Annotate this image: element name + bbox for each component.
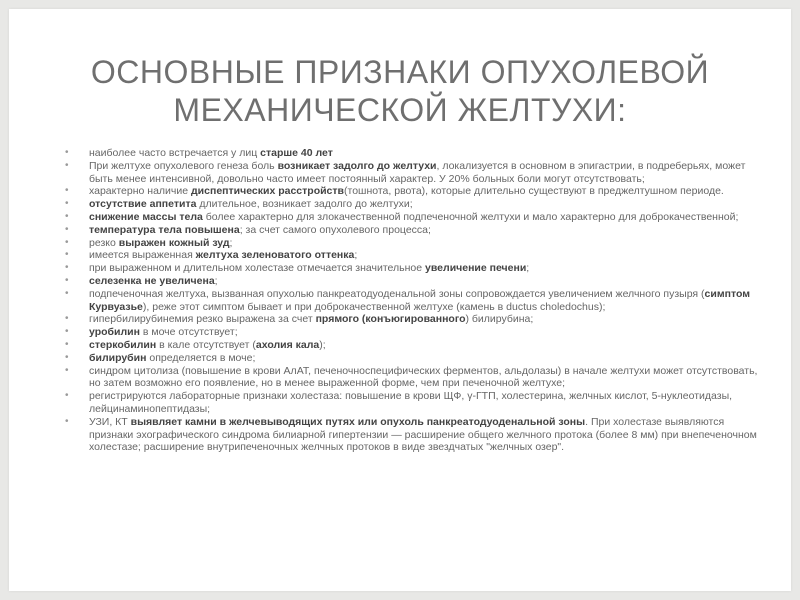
list-item: • билирубин определяется в моче; [65,352,765,365]
list-item: • отсутствие аппетита длительное, возникает задолго до желтухи; [65,198,765,211]
list-item: • регистрируются лабораторные признаки холестаза: повышение в крови ЩФ, γ-ГТП, холестерина, желчных кислот, 5-нуклеотидазы, лейцинаминопептидазы; [65,390,765,416]
list-item: • гипербилирубинемия резко выражена за счет прямого (конъюгированного) билирубина; [65,313,765,326]
list-item: • температура тела повышена; за счет самого опухолевого процесса; [65,224,765,237]
list-item: • характерно наличие диспептических расстройств(тошнота, рвота), которые длительно существуют в преджелтушном периоде. [65,185,765,198]
list-item: • селезенка не увеличена; [65,275,765,288]
list-item: • при выраженном и длительном холестазе отмечается значительное увеличение печени; [65,262,765,275]
list-item: • резко выражен кожный зуд; [65,237,765,250]
list-item: • подпеченочная желтуха, вызванная опухолью панкреатодуоденальной зоны сопровождается увеличением желчного пузыря (симптом Курвуазье), реже этот симптом бывает и при доброкачественной желтухе (камень в ductus choledochus); [65,288,765,314]
list-item: • синдром цитолиза (повышение в крови АлАТ, печеночноспецифических ферментов, альдолазы) в начале желтухи может отсутствовать, но затем возможно его появление, но в менее выраженной форме, чем при печеночной желтухе; [65,365,765,391]
slide [9,9,791,591]
list-item: • снижение массы тела более характерно для злокачественной подпеченочной желтухи и мало характерно для доброкачественной; [65,211,765,224]
list-item: • стеркобилин в кале отсутствует (ахолия кала); [65,339,765,352]
symptoms-list [65,147,765,454]
page-title [9,53,791,129]
title-line-1: ОСНОВНЫЕ ПРИЗНАКИ ОПУХОЛЕВОЙ [90,54,710,90]
list-item: • При желтухе опухолевого генеза боль возникает задолго до желтухи, локализуется в основном в эпигастрии, в подреберьях, может быть менее интенсивной, довольно часто имеет постоянный характер. У 20% больных боли могут отсутствовать; [65,160,765,186]
list-item: • УЗИ, КТ выявляет камни в желчевыводящих путях или опухоль панкреатодуоденальной зоны. При холестазе выявляются признаки эхографического синдрома билиарной гипертензии — расширение общего желчного протока (более 8 мм) при внепеченочном холестазе; расширение внутрипеченочных желчных протоков в виде звездчатых "желчных озер". [65,416,765,454]
list-item: • уробилин в моче отсутствует; [65,326,765,339]
list-item: • имеется выраженная желтуха зеленоватого оттенка; [65,249,765,262]
list-item: • наиболее часто встречается у лиц старше 40 лет [65,147,765,160]
title-line-2: МЕХАНИЧЕСКОЙ ЖЕЛТУХИ: [173,92,627,128]
